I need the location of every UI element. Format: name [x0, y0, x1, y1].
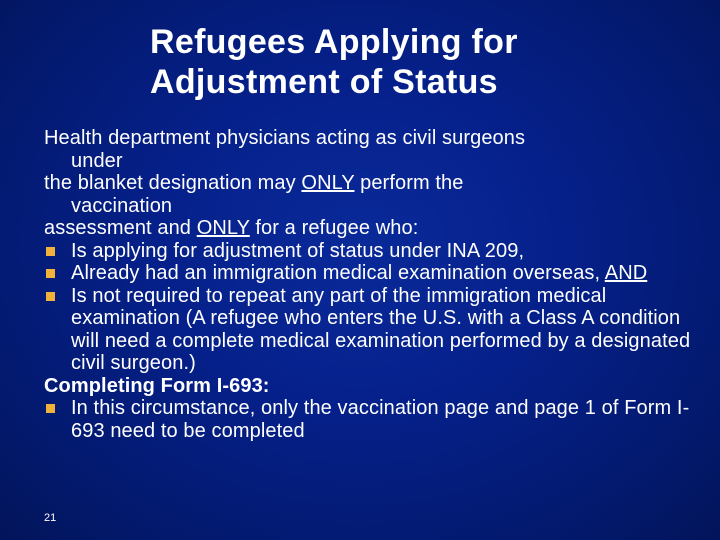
bullet-item	[44, 240, 704, 263]
square-bullet-icon	[44, 240, 71, 263]
bullet-item	[44, 285, 704, 375]
square-bullet-icon	[44, 262, 71, 285]
intro-line3	[44, 172, 704, 195]
slide-title-line2: Adjustment of Status	[150, 63, 498, 101]
intro-line2: under	[71, 149, 123, 172]
bullet-text: Is not required to repeat any part of the immigration medical examination (A refugee who enters the U.S. with a Class A condition will need a complete medical examination performed by a designated civil surgeon.)	[71, 284, 691, 374]
bullet-text	[71, 262, 704, 285]
intro-only-emphasis-2: ONLY	[196, 217, 250, 239]
bullet-text-a: Already had an immigration medical examination overseas,	[71, 262, 605, 284]
section-heading: Completing Form I-693:	[44, 374, 270, 397]
bullet-text: Is applying for adjustment of status under INA 209,	[71, 239, 525, 262]
intro-line5-a: assessment and	[44, 217, 197, 239]
bullet-text: In this circumstance, only the vaccination page and page 1 of Form I-693 need to be completed	[71, 397, 690, 442]
intro-only-emphasis-1: ONLY	[301, 172, 355, 194]
intro-line3-a: the blanket designation may	[44, 172, 302, 194]
and-emphasis: AND	[604, 262, 648, 284]
intro-line1: Health department physicians acting as civil surgeons	[44, 127, 526, 149]
square-bullet-icon	[44, 397, 71, 420]
intro-line5	[44, 217, 704, 240]
intro-line3-b: perform the	[354, 172, 464, 194]
intro-line5-b: for a refugee who:	[249, 217, 419, 239]
bullet-item	[44, 397, 704, 442]
square-bullet-icon	[44, 285, 71, 308]
slide-title	[150, 22, 690, 102]
slide-body	[44, 127, 704, 442]
page-number: 21	[44, 512, 57, 524]
bullet-item	[44, 262, 704, 285]
slide-title-line1: Refugees Applying for	[150, 23, 518, 61]
intro-line4: vaccination	[71, 194, 173, 217]
